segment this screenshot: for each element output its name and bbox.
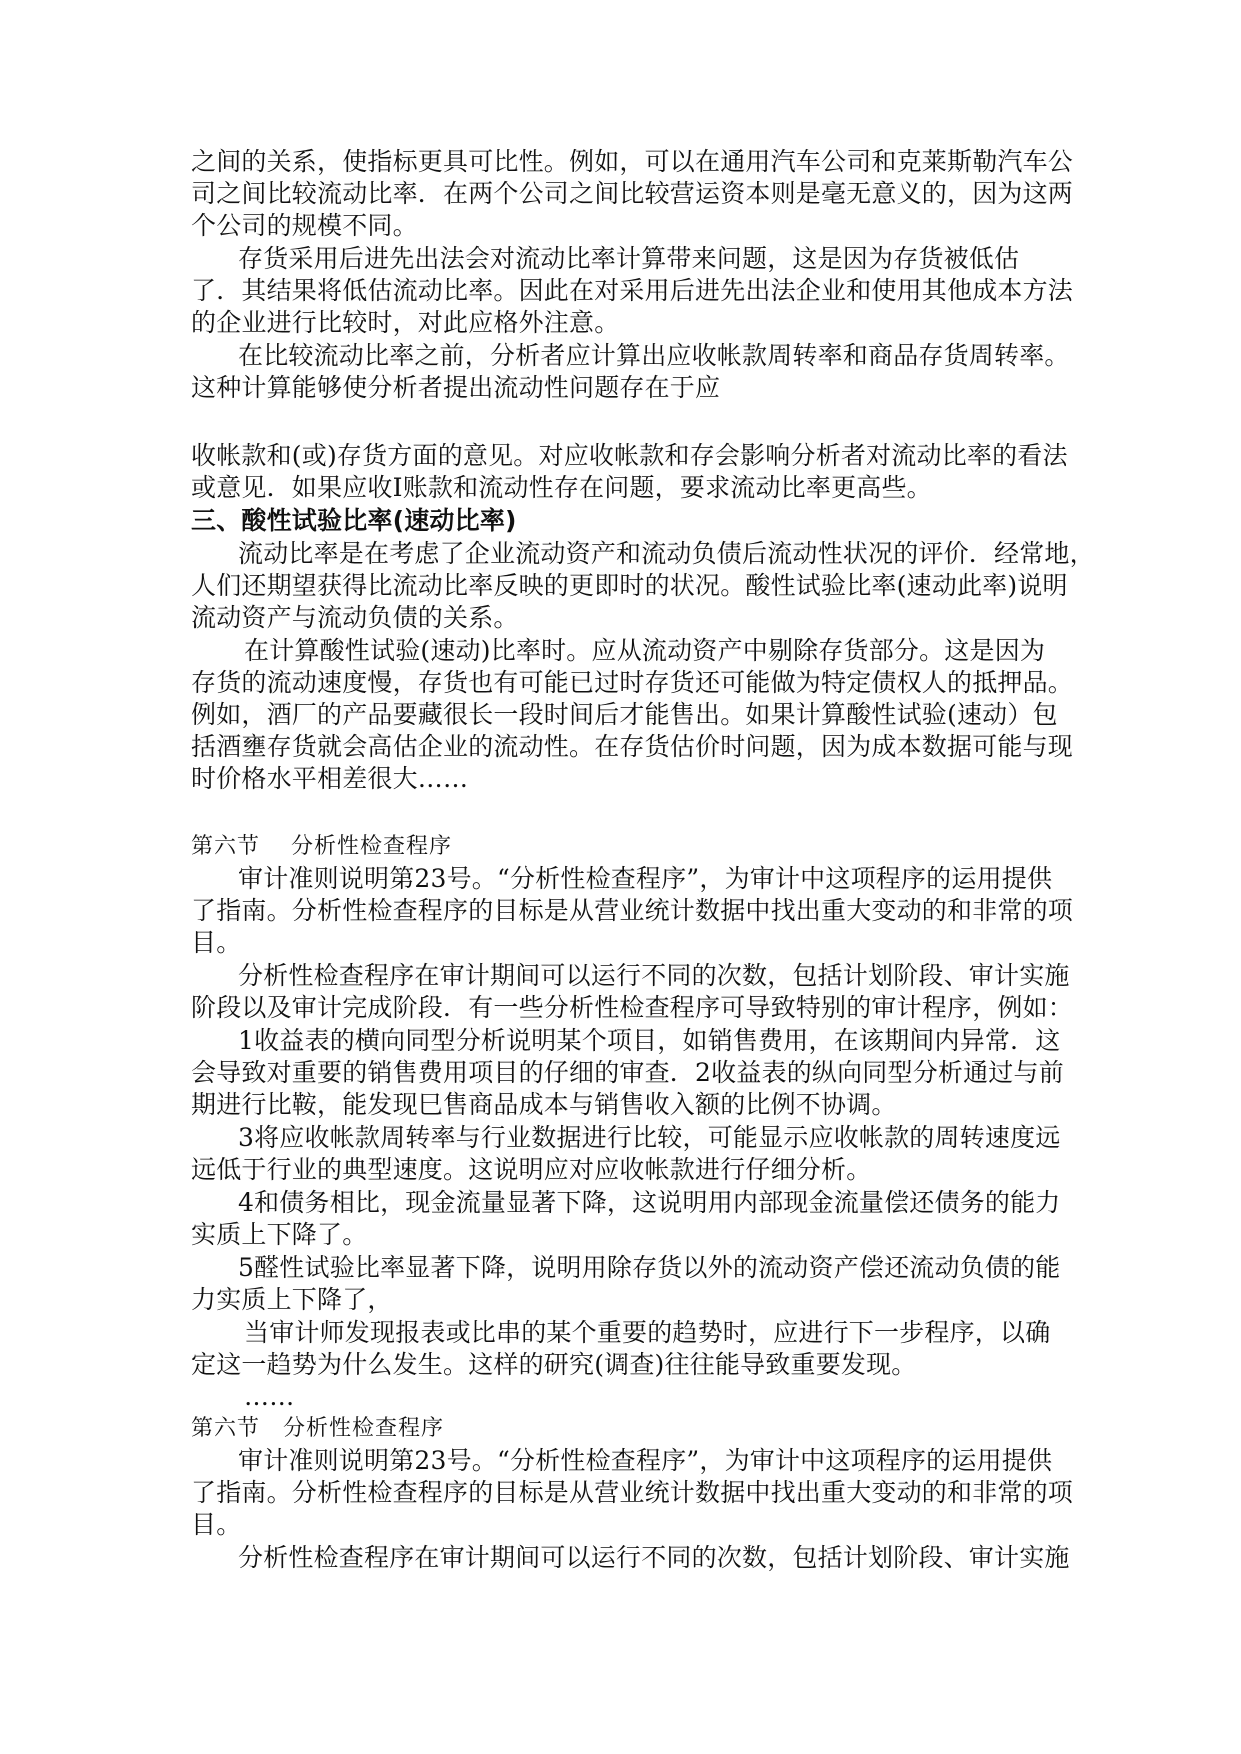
paragraph-line: 目。 — [191, 928, 242, 957]
paragraph-line: 了指南。分析性检查程序的目标是从营业统计数据中找出重大变动的和非常的项 — [191, 1478, 1074, 1507]
paragraph-line: 在比较流动比率之前，分析者应计算出应收帐款周转率和商品存货周转率。 — [238, 341, 1070, 370]
paragraph-line: 阶段以及审计完成阶段．有一些分析性检查程序可导致特别的审计程序，例如： — [191, 993, 1074, 1022]
paragraph-line: 括酒壅存货就会高估企业的流动性。在存货估价时问题，因为成本数据可能与现 — [191, 732, 1074, 761]
paragraph-line: 存货采用后进先出法会对流动比率计算带来问题，这是因为存货被低估 — [238, 244, 1020, 273]
paragraph-line: 分析性检查程序在审计期间可以运行不同的次数，包括计划阶段、审计实施 — [238, 1543, 1070, 1572]
paragraph-line: 3将应收帐款周转率与行业数据进行比较，可能显示应收帐款的周转速度远 — [238, 1123, 1061, 1152]
paragraph-line: 人们还期望获得比流动比率反映的更即时的状况。酸性试验比率(速动此率)说明 — [191, 571, 1068, 600]
paragraph-line: 4和债务相比，现金流量显著下降，这说明用内部现金流量偿还债务的能力 — [238, 1188, 1061, 1217]
paragraph-line: 当审计师发现报表或比串的某个重要的趋势时，应进行下一步程序，以确 — [244, 1318, 1051, 1347]
section-heading: 三、酸性试验比率(速动比率) — [191, 506, 517, 535]
paragraph-line: 了．其结果将低估流动比率。因此在对采用后进先出法企业和使用其他成本方法 — [191, 276, 1074, 305]
paragraph-line: 这种计算能够使分析者提出流动性问题存在于应 — [191, 373, 721, 402]
paragraph-line: 收帐款和(或)存货方面的意见。对应收帐款和存会影响分析者对流动比率的看法 — [191, 441, 1068, 470]
paragraph-line: 期进行比鞍，能发现巳售商品成本与销售收入额的比例不协调。 — [191, 1090, 897, 1119]
section-title: 第六节 分析性检查程序 — [191, 834, 452, 859]
paragraph-line: 审计准则说明第23号。“分析性检查程序”，为审计中这项程序的运用提供 — [238, 1446, 1053, 1475]
paragraph-line: 在计算酸性试验(速动)比率时。应从流动资产中剔除存货部分。这是因为 — [244, 636, 1046, 665]
paragraph-line: 分析性检查程序在审计期间可以运行不同的次数，包括计划阶段、审计实施 — [238, 961, 1070, 990]
paragraph-line: 或意见．如果应收Ⅰ账款和流动性存在问题，要求流动比率更高些。 — [191, 473, 932, 502]
paragraph-line: 会导致对重要的销售费用项目的仔细的审查．2收益表的纵向同型分析通过与前 — [191, 1058, 1064, 1087]
paragraph-line: 审计准则说明第23号。“分析性检查程序”，为审计中这项程序的运用提供 — [238, 864, 1053, 893]
paragraph-line: 个公司的规模不同。 — [191, 211, 418, 240]
paragraph-line: 例如，酒厂的产品要藏很长一段时间后才能售出。如果计算酸性试验(速动）包 — [191, 700, 1058, 729]
paragraph-line: 之间的关系，使指标更具可比性。例如，可以在通用汽车公司和克莱斯勒汽车公 — [191, 147, 1074, 176]
paragraph-line: 1收益表的横向同型分析说明某个项目，如销售费用，在该期间内异常．这 — [238, 1026, 1061, 1055]
ellipsis: …… — [244, 1382, 295, 1411]
paragraph-line: 流动资产与流动负债的关系。 — [191, 603, 519, 632]
paragraph-line: 定这一趋势为什么发生。这样的研究(调查)往往能导致重要发现。 — [191, 1350, 917, 1379]
paragraph-line: 目。 — [191, 1510, 242, 1539]
paragraph-line: 5醛性试验比率显著下降，说明用除存货以外的流动资产偿还流动负债的能 — [238, 1253, 1061, 1282]
section-title: 第六节 分析性检查程序 — [191, 1416, 445, 1441]
paragraph-line: 了指南。分析性检查程序的目标是从营业统计数据中找出重大变动的和非常的项 — [191, 896, 1074, 925]
paragraph-line: 时价格水平相差很大…… — [191, 764, 469, 793]
paragraph-line: 力实质上下降了， — [191, 1285, 393, 1314]
paragraph-line: 司之间比较流动比率．在两个公司之间比较营运资本则是毫无意义的，因为这两 — [191, 179, 1074, 208]
paragraph-line: 远低于行业的典型速度。这说明应对应收帐款进行仔细分析。 — [191, 1155, 872, 1184]
paragraph-line: 实质上下降了。 — [191, 1220, 368, 1249]
paragraph-line: 存货的流动速度慢，存货也有可能已过时存货还可能做为特定债权人的抵押品。 — [191, 668, 1074, 697]
paragraph-line: 流动比率是在考虑了企业流动资产和流动负债后流动性状况的评价．经常地， — [238, 539, 1095, 568]
paragraph-line: 的企业进行比较时，对此应格外注意。 — [191, 308, 620, 337]
